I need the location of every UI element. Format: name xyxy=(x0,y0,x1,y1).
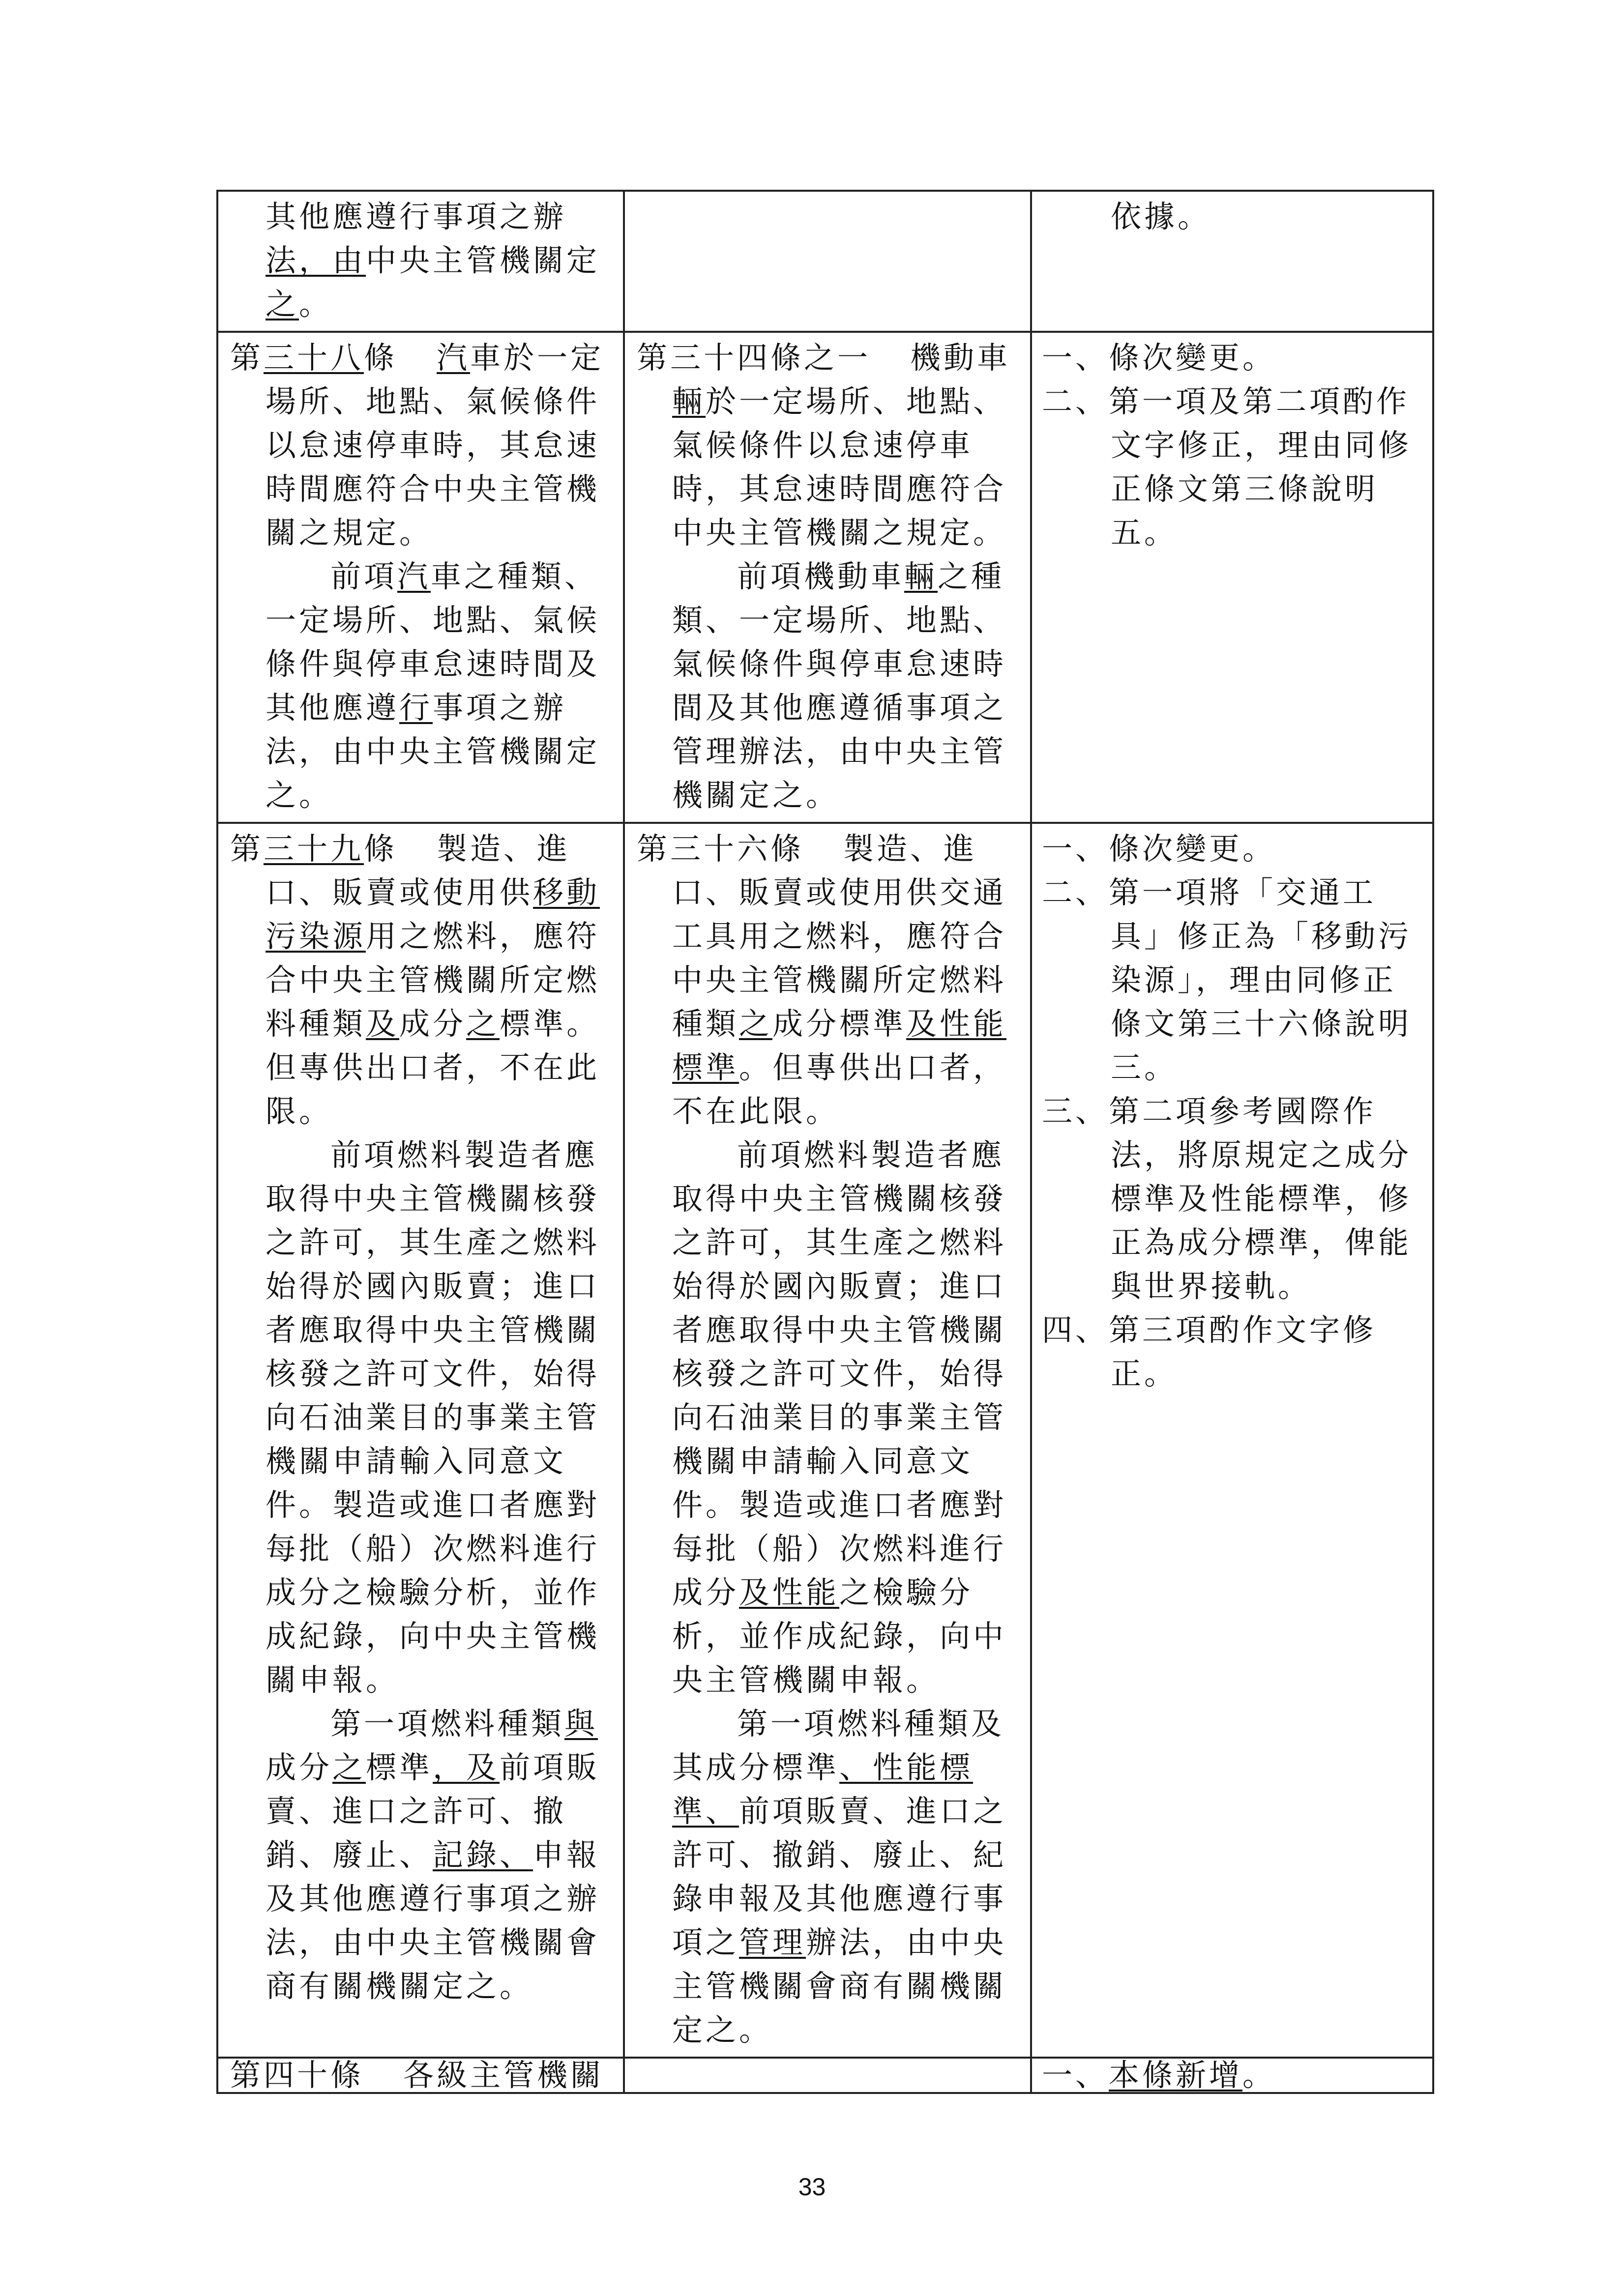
explanation-item: 一、條次變更。 xyxy=(1042,340,1276,376)
explanation-item: 一、條次變更。 xyxy=(1042,831,1276,867)
table-row xyxy=(217,2058,1433,2093)
article-heading-paragraph: 第三十六條 製造、進口、販賣或使用供交通工具用之燃料，應符合中央主管機關所定燃料種類之成分標準及性能標準。但專供出口者，不在此限。 xyxy=(637,831,1007,1129)
article-heading-paragraph: 第三十八條 汽車於一定場所、地點、氣候條件以怠速停車時，其怠速時間應符合中央主管機關之規定。 xyxy=(230,340,604,551)
amended-article-cell xyxy=(217,191,624,332)
explanation-text: 依據。 xyxy=(1111,199,1211,234)
article-heading-paragraph: 第四十條 各級主管機關 xyxy=(230,2057,604,2093)
explanation-cell xyxy=(1031,823,1433,2058)
paragraph: 第一項燃料種類與成分之標準，及前項販賣、進口之許可、撤銷、廢止、記錄、申報及其他應遵行事項之辦法，由中央主管機關會商有關機關定之。 xyxy=(266,1706,600,2004)
explanation-item: 一、本條新增。 xyxy=(1042,2057,1276,2093)
comparison-table xyxy=(216,190,1434,2094)
paragraph: 前項機動車輛之種類、一定場所、地點、氣候條件與停車怠速時間及其他應遵循事項之管理辦法，由中央主管機關定之。 xyxy=(672,558,1007,813)
current-article-cell xyxy=(624,191,1031,332)
amended-article-cell xyxy=(217,332,624,823)
paragraph: 前項汽車之種類、一定場所、地點、氣候條件與停車怠速時間及其他應遵行事項之辦法，由中央主管機關定之。 xyxy=(266,558,600,813)
explanation-item: 二、第一項及第二項酌作文字修正，理由同修正條文第三條說明五。 xyxy=(1042,383,1412,551)
current-article-cell xyxy=(624,823,1031,2058)
article-heading-paragraph: 第三十四條之一 機動車輛於一定場所、地點、氣候條件以怠速停車時，其怠速時間應符合中央主管機關之規定。 xyxy=(637,340,1011,551)
explanation-item: 三、第二項參考國際作法，將原規定之成分標準及性能標準，修正為成分標準，俾能與世界接軌。 xyxy=(1042,1093,1412,1304)
explanation-cell xyxy=(1031,332,1433,823)
table-row xyxy=(217,191,1433,332)
amended-article-cell xyxy=(217,823,624,2058)
page-number: 33 xyxy=(798,2173,826,2201)
article-heading-paragraph: 第三十九條 製造、進口、販賣或使用供移動污染源用之燃料，應符合中央主管機關所定燃料種類及成分之標準。但專供出口者，不在此限。 xyxy=(230,831,600,1129)
table-row xyxy=(217,823,1433,2058)
paragraph: 前項燃料製造者應取得中央主管機關核發之許可，其生產之燃料始得於國內販賣；進口者應取得中央主管機關核發之許可文件，始得向石油業目的事業主管機關申請輸入同意文件。製造或進口者應對每批（船）次燃料進行成分之檢驗分析，並作成紀錄，向中央主管機關申報。 xyxy=(266,1137,600,1698)
explanation-item: 二、第一項將「交通工具」修正為「移動污染源」，理由同修正條文第三十六條說明三。 xyxy=(1042,874,1412,1085)
current-article-cell xyxy=(624,2058,1031,2093)
current-article-cell xyxy=(624,332,1031,823)
explanation-cell xyxy=(1031,191,1433,332)
explanation-cell xyxy=(1031,2058,1433,2093)
amended-article-cell xyxy=(217,2058,624,2093)
paragraph: 第一項燃料種類及其成分標準、性能標準、前項販賣、進口之許可、撤銷、廢止、紀錄申報及其他應遵行事項之管理辦法，由中央主管機關會商有關機關定之。 xyxy=(672,1706,1007,2048)
table-row xyxy=(217,332,1433,823)
paragraph: 前項燃料製造者應取得中央主管機關核發之許可，其生產之燃料始得於國內販賣；進口者應取得中央主管機關核發之許可文件，始得向石油業目的事業主管機關申請輸入同意文件。製造或進口者應對每批（船）次燃料進行成分及性能之檢驗分析，並作成紀錄，向中央主管機關申報。 xyxy=(672,1137,1007,1698)
explanation-item: 四、第三項酌作文字修正。 xyxy=(1042,1312,1377,1392)
paragraph: 其他應遵行事項之辦 法，由中央主管機關定 之。 xyxy=(266,199,600,322)
